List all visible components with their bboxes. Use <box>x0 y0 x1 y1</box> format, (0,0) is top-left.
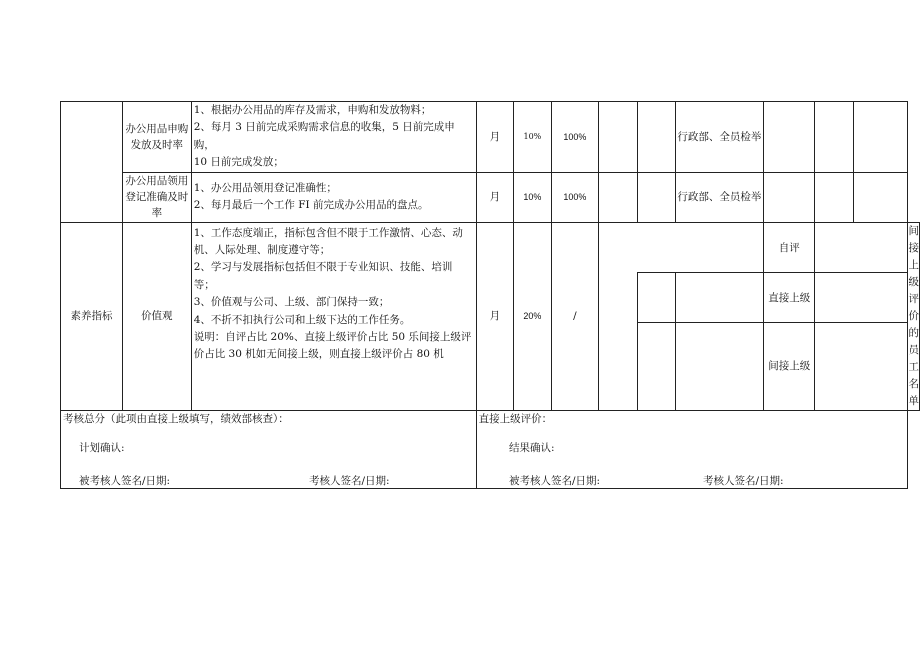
eval-label-cell: 直接上级 <box>764 273 815 322</box>
table-row <box>61 102 920 173</box>
item-cell <box>122 102 191 173</box>
empty-cell <box>599 102 638 173</box>
data-source-cell: 行政部、全员检举 <box>675 102 764 173</box>
empty-cell <box>638 273 675 322</box>
empty-cell <box>815 273 907 322</box>
empty-cell <box>599 172 638 222</box>
empty-cell <box>815 172 853 222</box>
empty-cell <box>764 102 815 173</box>
eval-label-cell: 间接上级 <box>764 322 815 410</box>
category-cell: 素养指标 <box>61 222 123 410</box>
kpi-table <box>60 101 920 489</box>
item-cell <box>122 172 191 222</box>
category-cell <box>61 102 123 223</box>
target-cell: 100% <box>551 172 599 222</box>
assessee-signature-label: 被考核人签名/日期: <box>79 475 171 487</box>
indirect-superior-note: 间接上级评价的员工名单 <box>908 224 919 407</box>
data-source-cell: 行政部、全员检举 <box>675 172 764 222</box>
description-cell <box>191 222 476 410</box>
empty-cell <box>764 172 815 222</box>
empty-cell <box>853 172 907 222</box>
self-eval-blank <box>599 222 764 273</box>
empty-cell <box>675 273 764 322</box>
description-line: 2、每月 3 日前完成采购需求信息的收集，5 日前完成申 <box>193 121 455 134</box>
description-line: 价占比 30 机如无间接上级，则直接上级评价占 80 机 <box>193 348 444 361</box>
description-cell <box>191 102 476 173</box>
empty-cell <box>815 322 907 410</box>
weight-cell: 10% <box>514 102 552 173</box>
result-confirm-label: 结果确认: <box>509 442 555 454</box>
superior-evaluation-label: 直接上级评价： <box>478 412 553 425</box>
empty-cell <box>638 172 675 222</box>
note-cell <box>907 222 920 410</box>
description-line: 说明：自评占比 20%、直接上级评价占比 50 乐间接上级评 <box>193 331 472 344</box>
description-line: 1、根据办公用品的库存及需求，申购和发放物料； <box>193 104 432 116</box>
table-row <box>61 222 920 273</box>
description-line: 等； <box>193 278 215 291</box>
period-cell: 月 <box>476 102 513 173</box>
eval-label-cell: 自评 <box>764 222 815 273</box>
description-line: 2、学习与发展指标包括但不限于专业知识、技能、培训 <box>193 261 453 274</box>
target-cell: 100% <box>551 102 599 173</box>
assessor-signature-label: 考核人签名/日期: <box>703 475 784 487</box>
description-line: 1、办公用品领用登记准确性； <box>193 181 337 194</box>
description-line: 4、不折不扣执行公司和上级下达的工作任务。 <box>193 313 411 326</box>
summary-row <box>61 410 920 488</box>
item-name: 办公用品领用登记准确及时率 <box>125 175 189 220</box>
target-cell: / <box>551 222 599 410</box>
empty-cell <box>853 102 907 173</box>
description-line: 购， <box>193 138 215 151</box>
description-line: 1、工作态度端正，指标包含但不限于工作激情、心态、动 <box>193 226 463 239</box>
description-line: 3、价值观与公司、上级、部门保持一致； <box>193 296 390 309</box>
assessee-signature-label: 被考核人签名/日期: <box>509 475 601 487</box>
description-cell <box>191 172 476 222</box>
plan-confirm-label: 计划确认: <box>79 442 125 454</box>
item-cell: 价值观 <box>122 222 191 410</box>
empty-cell <box>599 273 638 322</box>
description-line: 机、人际处理、制度遵守等； <box>193 244 331 257</box>
item-name: 办公用品申购发放及时率 <box>125 122 189 151</box>
empty-cell <box>638 322 675 410</box>
total-score-label: 考核总分（此项由直接上级填写，绩效部核查）： <box>63 412 289 425</box>
empty-cell <box>599 322 638 410</box>
empty-cell <box>815 102 853 173</box>
description-line: 10 日前完成发放； <box>193 156 284 169</box>
table-row <box>61 172 920 222</box>
weight-cell: 10% <box>514 172 552 222</box>
period-cell: 月 <box>476 172 513 222</box>
weight-cell: 20% <box>514 222 552 410</box>
assessor-signature-label: 考核人签名/日期: <box>309 475 390 487</box>
period-cell: 月 <box>476 222 513 410</box>
empty-cell <box>675 322 764 410</box>
description-line: 2、每月最后一个工作 FI 前完成办公用品的盘点。 <box>193 199 429 212</box>
empty-cell <box>638 102 675 173</box>
empty-cell <box>815 222 907 273</box>
